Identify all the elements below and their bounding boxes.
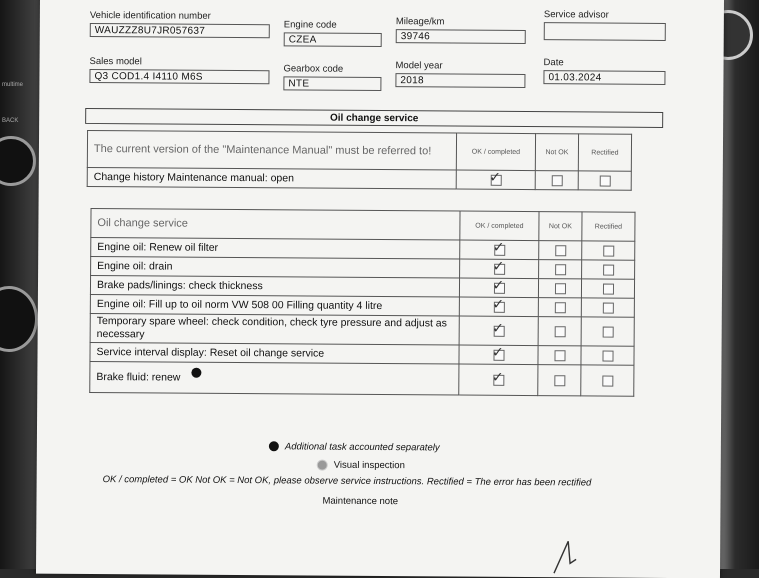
date-value: 01.03.2024 xyxy=(543,70,665,85)
col-rectified-header: Rectified xyxy=(582,212,635,241)
vin-label: Vehicle identification number xyxy=(89,9,211,22)
col-ok-header: OK / completed xyxy=(456,133,535,171)
rectified-checkbox[interactable] xyxy=(602,283,613,294)
ok-cell xyxy=(459,278,538,298)
oil-change-table xyxy=(89,208,635,397)
gearbox-value: NTE xyxy=(283,76,381,91)
legend-visual xyxy=(317,460,405,472)
ok-checkbox[interactable] xyxy=(489,169,502,186)
not-ok-checkbox[interactable] xyxy=(554,302,565,313)
ok-cell xyxy=(460,240,539,260)
vin-field xyxy=(90,10,270,38)
sales-model-label: Sales model xyxy=(89,55,142,68)
not-ok-cell xyxy=(538,317,581,346)
not-ok-checkbox[interactable] xyxy=(555,264,566,275)
rectified-checkbox[interactable] xyxy=(602,350,613,361)
check-mark-icon: ✓ xyxy=(492,239,505,256)
ok-cell xyxy=(456,170,535,190)
col-rectified-header: Rectified xyxy=(578,134,631,171)
sales-model-value: Q3 COD1.4 I4110 M6S xyxy=(89,69,269,84)
not-ok-cell xyxy=(539,241,582,260)
ok-checkbox[interactable] xyxy=(492,296,505,313)
date-field xyxy=(543,57,665,85)
rectified-checkbox[interactable] xyxy=(602,326,613,337)
legend-visual-text: Visual inspection xyxy=(333,459,405,472)
engine-code-field xyxy=(284,19,382,47)
not-ok-checkbox[interactable] xyxy=(554,375,565,386)
signature-icon xyxy=(546,533,586,577)
legend-explanation: OK / completed = OK Not OK = Not OK, please observe service instructions. Rectified = The error has been rectified xyxy=(102,474,592,489)
task-cell xyxy=(90,361,459,395)
rectified-checkbox[interactable] xyxy=(602,302,613,313)
air-vent xyxy=(0,286,38,352)
not-ok-cell xyxy=(538,298,581,317)
rectified-cell xyxy=(578,171,631,190)
ok-cell xyxy=(460,259,539,279)
rectified-checkbox[interactable] xyxy=(603,245,614,256)
rectified-cell xyxy=(581,365,634,396)
not-ok-cell xyxy=(535,171,578,190)
additional-task-dot-icon xyxy=(191,368,201,378)
model-year-label: Model year xyxy=(395,60,443,72)
model-year-field xyxy=(395,60,525,88)
check-mark-icon: ✓ xyxy=(492,258,505,275)
col-not-ok-header: Not OK xyxy=(539,212,582,241)
not-ok-checkbox[interactable] xyxy=(554,350,565,361)
ok-checkbox[interactable] xyxy=(491,369,504,386)
visual-inspection-dot-icon xyxy=(317,460,328,471)
check-mark-icon: ✓ xyxy=(489,169,502,186)
mileage-value: 39746 xyxy=(396,29,526,44)
not-ok-checkbox[interactable] xyxy=(554,326,565,337)
ok-checkbox[interactable] xyxy=(491,344,504,361)
service-advisor-field xyxy=(544,9,666,41)
check-mark-icon: ✓ xyxy=(492,296,505,313)
manual-table xyxy=(87,130,632,191)
oil-header-text: Oil change service xyxy=(91,208,460,240)
task-label: Brake fluid: renew xyxy=(96,371,181,384)
not-ok-checkbox[interactable] xyxy=(555,245,566,256)
task-label: Engine oil: drain xyxy=(91,256,460,278)
additional-task-dot-icon xyxy=(269,442,279,452)
maintenance-note: Maintenance note xyxy=(322,495,399,508)
mileage-field xyxy=(396,16,526,44)
service-advisor-value xyxy=(544,22,666,41)
not-ok-cell xyxy=(538,346,581,365)
legend-additional-text: Additional task accounted separately xyxy=(284,441,440,454)
col-not-ok-header: Not OK xyxy=(535,134,578,171)
row-label: Change history Maintenance manual: open xyxy=(87,167,456,189)
manual-header-text: The current version of the "Maintenance Manual" must be referred to! xyxy=(87,130,456,170)
task-label: Engine oil: Renew oil filter xyxy=(91,237,460,259)
back-label: BACK xyxy=(2,118,19,124)
task-label: Brake pads/linings: check thickness xyxy=(90,275,459,297)
not-ok-cell xyxy=(538,365,581,396)
gearbox-label: Gearbox code xyxy=(283,63,344,75)
rectified-cell xyxy=(582,260,635,279)
col-ok-header: OK / completed xyxy=(460,211,539,241)
not-ok-checkbox[interactable] xyxy=(554,283,565,294)
rectified-cell xyxy=(582,241,635,260)
ok-checkbox[interactable] xyxy=(492,239,505,256)
control-knob xyxy=(0,136,36,186)
mileage-label: Mileage/km xyxy=(395,16,445,28)
rectified-checkbox[interactable] xyxy=(603,264,614,275)
engine-code-value: CZEA xyxy=(284,32,382,47)
rectified-cell xyxy=(581,346,634,365)
rectified-checkbox[interactable] xyxy=(602,375,613,386)
task-label: Temporary spare wheel: check condition, check tyre pressure and adjust as necessary xyxy=(90,313,459,345)
ok-cell xyxy=(459,345,538,365)
section-title: Oil change service xyxy=(85,108,663,128)
rectified-checkbox[interactable] xyxy=(599,175,610,186)
check-mark-icon: ✓ xyxy=(492,277,505,294)
vin-value: WAUZZZ8U7JR057637 xyxy=(90,23,270,38)
ok-checkbox[interactable] xyxy=(492,277,505,294)
engine-code-label: Engine code xyxy=(283,19,337,31)
not-ok-checkbox[interactable] xyxy=(551,175,562,186)
model-year-value: 2018 xyxy=(395,73,525,88)
multimedia-label: multime xyxy=(2,82,24,88)
rectified-cell xyxy=(581,298,634,317)
oil-table-header xyxy=(91,208,635,241)
check-mark-icon: ✓ xyxy=(491,369,504,386)
table-row xyxy=(90,313,634,346)
service-advisor-label: Service advisor xyxy=(543,9,609,21)
not-ok-cell xyxy=(539,260,582,279)
task-label: Engine oil: Fill up to oil norm VW 508 00 Filling quantity 4 litre xyxy=(90,294,459,316)
gearbox-field xyxy=(283,63,381,91)
rectified-cell xyxy=(581,279,634,298)
table-row xyxy=(90,361,634,396)
check-mark-icon: ✓ xyxy=(492,320,504,337)
not-ok-cell xyxy=(538,279,581,298)
ok-checkbox[interactable] xyxy=(492,320,504,337)
rectified-cell xyxy=(581,317,634,346)
ok-cell xyxy=(459,364,538,396)
ok-checkbox[interactable] xyxy=(492,258,505,275)
manual-table-header xyxy=(87,130,631,171)
ok-cell xyxy=(459,297,538,317)
service-document xyxy=(36,0,724,578)
legend-additional xyxy=(269,441,440,453)
ok-cell xyxy=(459,316,538,346)
sales-model-field xyxy=(89,56,269,84)
task-label: Service interval display: Reset oil change service xyxy=(90,342,459,364)
date-label: Date xyxy=(543,57,564,69)
table-row xyxy=(87,167,631,190)
check-mark-icon: ✓ xyxy=(491,344,504,361)
